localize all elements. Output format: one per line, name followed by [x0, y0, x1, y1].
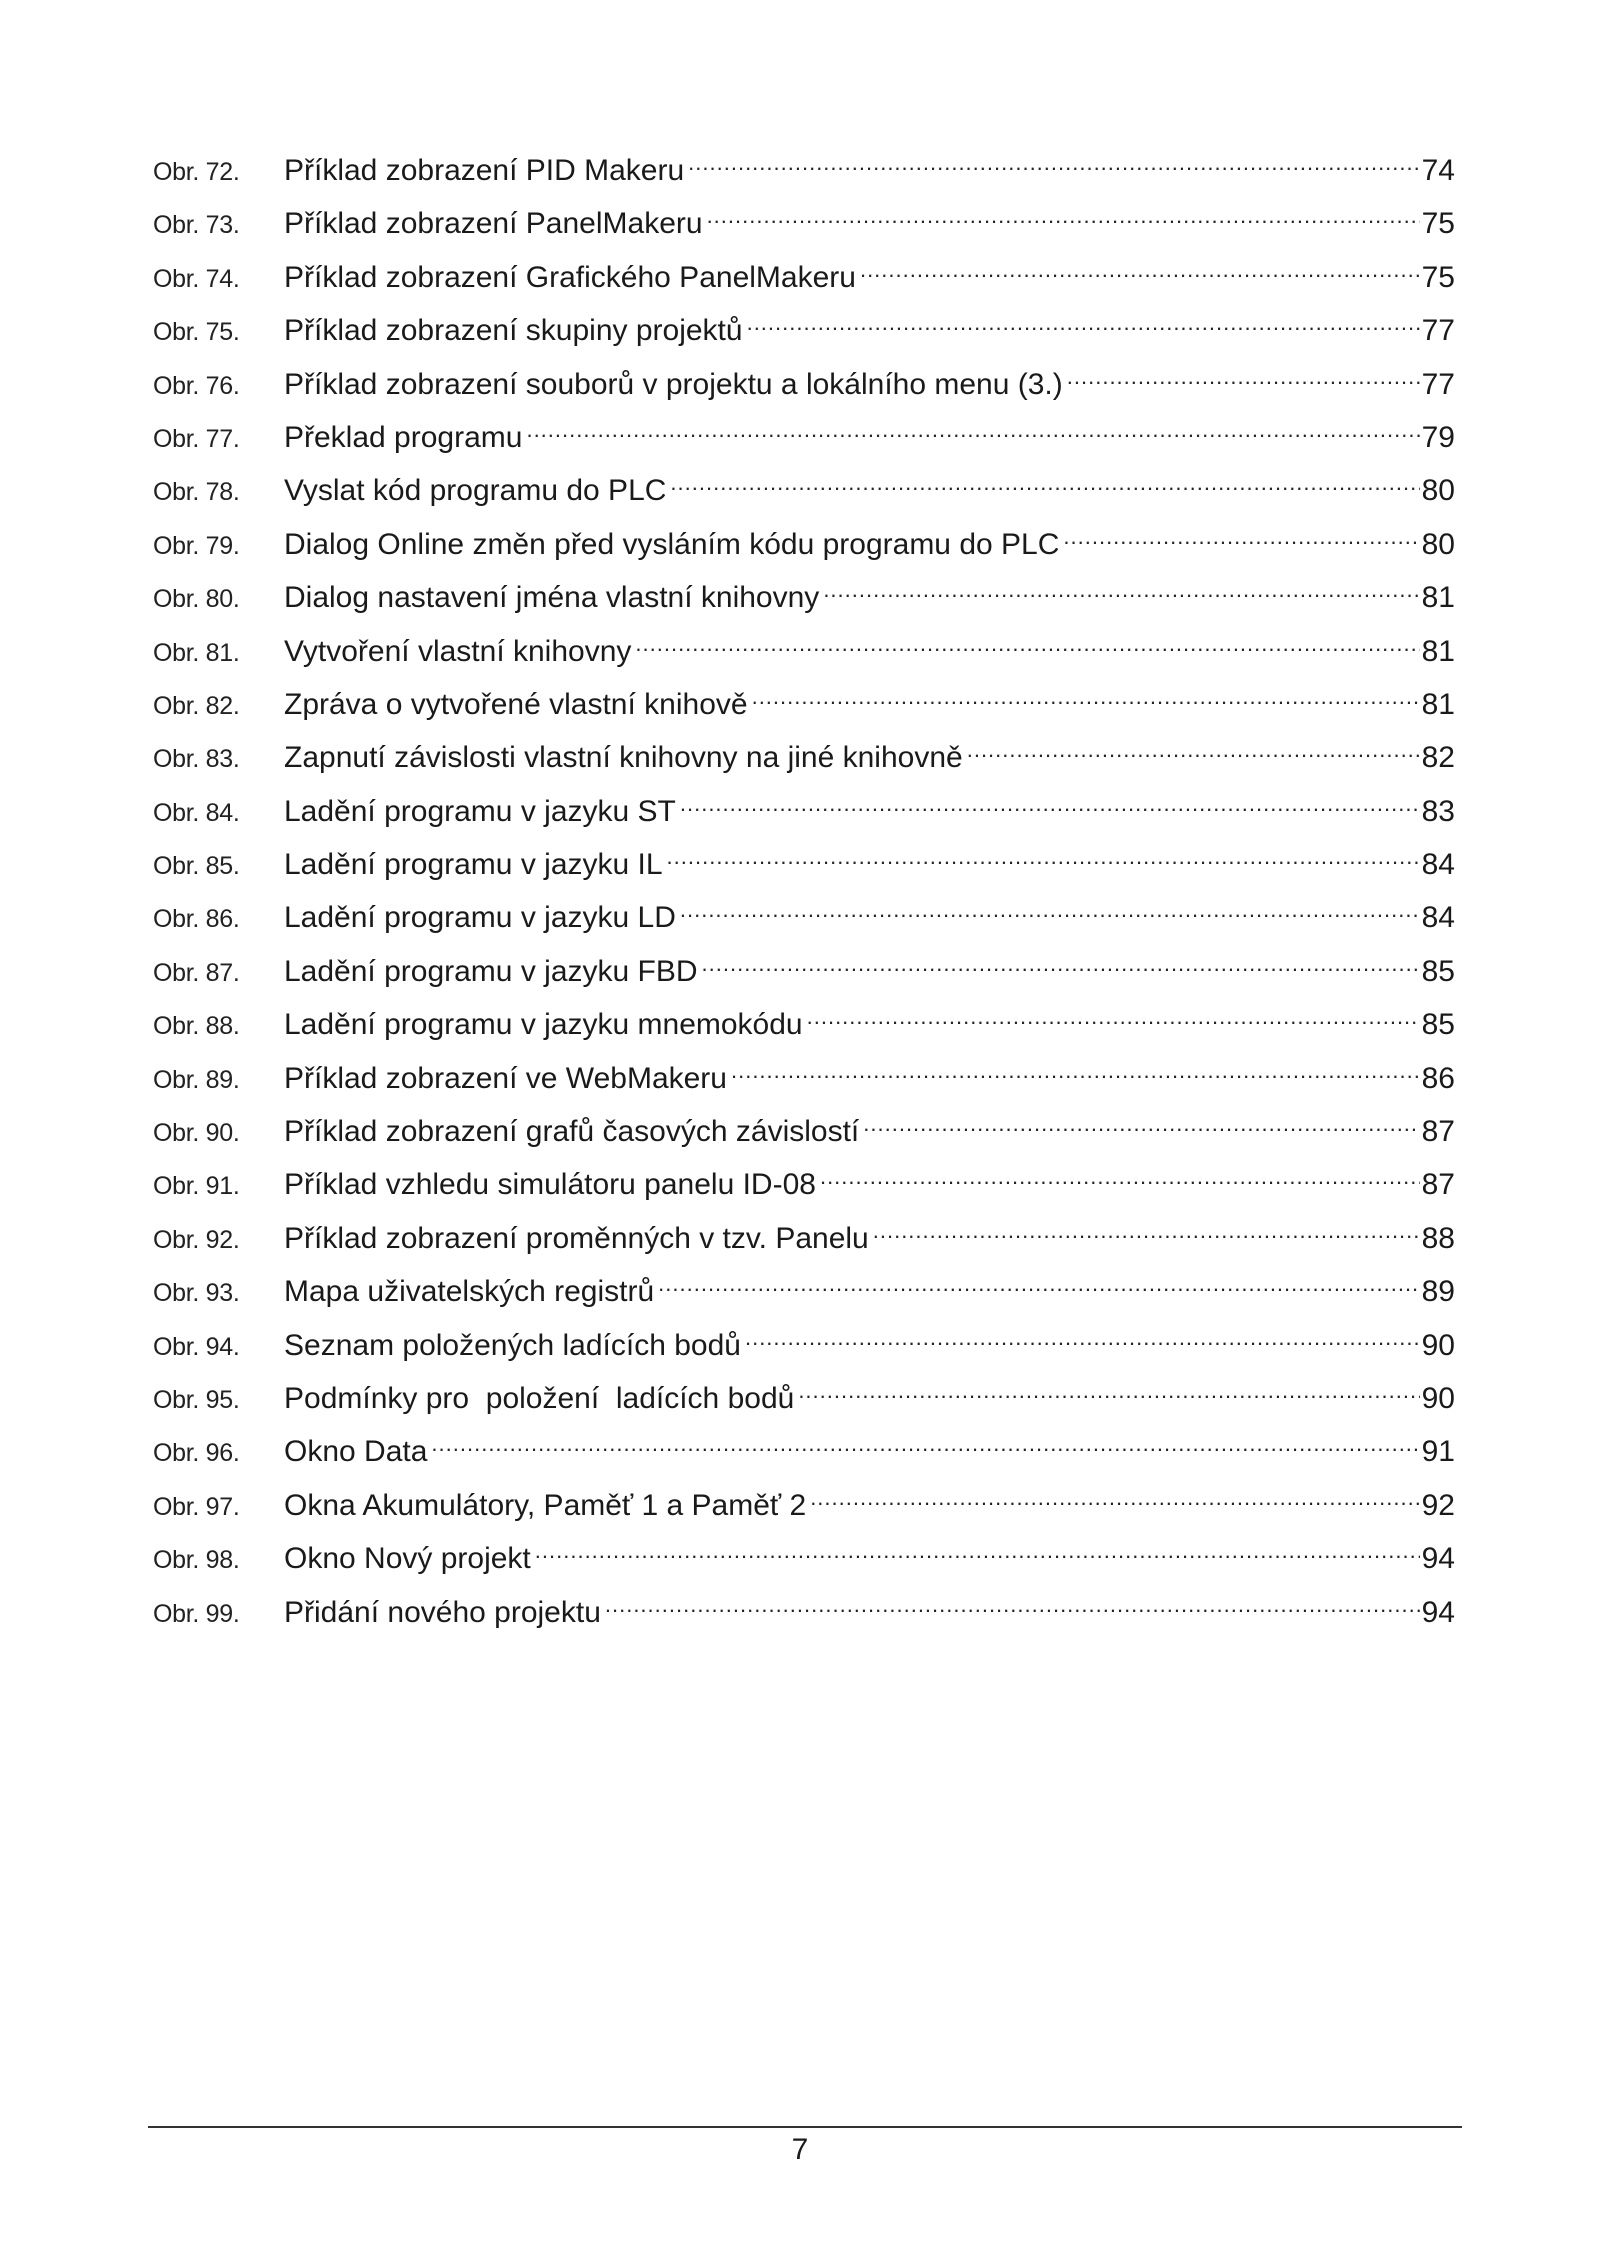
figure-title: Příklad zobrazení PanelMakeru: [284, 207, 703, 241]
page-reference: 91: [1421, 1435, 1455, 1469]
figure-number: Obr. 76.: [153, 371, 240, 400]
toc-entry: [153, 417, 1455, 470]
figure-title: Přidání nového projektu: [284, 1595, 601, 1629]
figure-title: Okno Nový projekt: [284, 1542, 531, 1576]
dot-leader: [707, 203, 1420, 233]
dot-leader: [823, 577, 1419, 607]
figure-title: Dialog Online změn před vysláním kódu programu do PLC: [284, 527, 1060, 561]
page-reference: 81: [1421, 581, 1455, 615]
dot-leader: [605, 1592, 1420, 1622]
figure-title: Příklad zobrazení proměnných v tzv. Panelu: [284, 1221, 869, 1255]
dot-leader: [635, 631, 1419, 661]
dot-leader: [731, 1058, 1420, 1088]
figure-title: Ladění programu v jazyku ST: [284, 794, 676, 828]
page-reference: 86: [1421, 1061, 1455, 1095]
toc-entry: [153, 737, 1455, 790]
figure-title: Ladění programu v jazyku FBD: [284, 954, 698, 988]
page-reference: 85: [1421, 1008, 1455, 1042]
page-reference: 92: [1421, 1488, 1455, 1522]
figure-number: Obr. 77.: [153, 424, 240, 453]
figure-title: Okna Akumulátory, Paměť 1 a Paměť 2: [284, 1488, 807, 1522]
dot-leader: [747, 310, 1420, 340]
toc-entry: [153, 631, 1455, 684]
footer-divider: [148, 2126, 1462, 2128]
page-reference: 82: [1421, 741, 1455, 775]
dot-leader: [863, 1111, 1419, 1141]
page-reference: 75: [1421, 207, 1455, 241]
figure-number: Obr. 87.: [153, 958, 240, 987]
figure-number: Obr. 95.: [153, 1385, 240, 1414]
toc-entry: [153, 844, 1455, 897]
page-reference: 81: [1421, 634, 1455, 668]
figure-number: Obr. 88.: [153, 1012, 240, 1041]
figure-title: Podmínky pro položení ladících bodů: [284, 1381, 795, 1415]
toc-entry: [153, 1592, 1455, 1645]
toc-entry: [153, 524, 1455, 577]
page-reference: 94: [1421, 1595, 1455, 1629]
figure-number: Obr. 98.: [153, 1546, 240, 1575]
figure-number: Obr. 83.: [153, 745, 240, 774]
dot-leader: [745, 1325, 1420, 1355]
figure-number: Obr. 92.: [153, 1225, 240, 1254]
dot-leader: [658, 1271, 1419, 1301]
page-reference: 77: [1421, 314, 1455, 348]
toc-entry: [153, 951, 1455, 1004]
dot-leader: [810, 1485, 1419, 1515]
page-reference: 85: [1421, 954, 1455, 988]
figure-number: Obr. 96.: [153, 1439, 240, 1468]
figure-title: Vytvoření vlastní knihovny: [284, 634, 632, 668]
figure-number: Obr. 81.: [153, 638, 240, 667]
figure-number: Obr. 89.: [153, 1065, 240, 1094]
figure-title: Ladění programu v jazyku mnemokódu: [284, 1008, 803, 1042]
dot-leader: [967, 737, 1420, 767]
figure-number: Obr. 94.: [153, 1332, 240, 1361]
toc-entry: [153, 1325, 1455, 1378]
page-reference: 87: [1421, 1168, 1455, 1202]
figure-title: Ladění programu v jazyku IL: [284, 848, 663, 882]
figure-title: Příklad zobrazení grafů časových závislostí: [284, 1115, 860, 1149]
page-reference: 87: [1421, 1115, 1455, 1149]
figure-title: Okno Data: [284, 1435, 428, 1469]
dot-leader: [680, 897, 1420, 927]
dot-leader: [807, 1004, 1420, 1034]
toc-entry: [153, 1218, 1455, 1271]
toc-entry: [153, 1111, 1455, 1164]
figure-title: Seznam položených ladících bodů: [284, 1328, 741, 1362]
dot-leader: [535, 1538, 1420, 1568]
figure-number: Obr. 79.: [153, 531, 240, 560]
dot-leader: [670, 470, 1419, 500]
figure-number: Obr. 97.: [153, 1492, 240, 1521]
page-reference: 84: [1421, 848, 1455, 882]
figure-title: Příklad zobrazení souborů v projektu a lokálního menu (3.): [284, 367, 1063, 401]
figure-number: Obr. 82.: [153, 691, 240, 720]
figure-title: Příklad zobrazení skupiny projektů: [284, 314, 743, 348]
page-reference: 77: [1421, 367, 1455, 401]
dot-leader: [820, 1164, 1420, 1194]
figure-number: Obr. 99.: [153, 1599, 240, 1628]
page-reference: 90: [1421, 1381, 1455, 1415]
dot-leader: [1067, 364, 1420, 394]
figure-title: Příklad zobrazení ve WebMakeru: [284, 1061, 727, 1095]
toc-entry: [153, 203, 1455, 256]
figure-number: Obr. 72.: [153, 158, 240, 186]
dot-leader: [431, 1431, 1419, 1461]
page-reference: 81: [1421, 687, 1455, 721]
page-reference: 80: [1421, 474, 1455, 508]
figure-number: Obr. 84.: [153, 798, 240, 827]
toc-entry: [153, 470, 1455, 523]
toc-entry: [153, 897, 1455, 950]
figure-title: Zapnutí závislosti vlastní knihovny na jiné knihovně: [284, 741, 963, 775]
dot-leader: [680, 791, 1420, 821]
toc-entry: [153, 1271, 1455, 1324]
toc-entry: [153, 364, 1455, 417]
page-reference: 94: [1421, 1542, 1455, 1576]
list-of-figures: [153, 150, 1455, 1645]
figure-title: Vyslat kód programu do PLC: [284, 474, 667, 508]
figure-number: Obr. 93.: [153, 1279, 240, 1308]
page-reference: 74: [1421, 154, 1455, 187]
dot-leader: [752, 684, 1420, 714]
page-reference: 80: [1421, 527, 1455, 561]
figure-number: Obr. 91.: [153, 1172, 240, 1201]
figure-title: Mapa uživatelských registrů: [284, 1275, 655, 1309]
figure-number: Obr. 74.: [153, 264, 240, 293]
toc-entry: [153, 791, 1455, 844]
figure-number: Obr. 73.: [153, 211, 240, 240]
page-number: 7: [791, 2133, 809, 2166]
figure-number: Obr. 78.: [153, 478, 240, 507]
page-reference: 88: [1421, 1221, 1455, 1255]
figure-number: Obr. 86.: [153, 905, 240, 934]
toc-entry: [153, 1058, 1455, 1111]
dot-leader: [873, 1218, 1420, 1248]
dot-leader: [688, 150, 1419, 180]
dot-leader: [798, 1378, 1419, 1408]
page-reference: 75: [1421, 260, 1455, 294]
toc-entry: [153, 1004, 1455, 1057]
dot-leader: [667, 844, 1420, 874]
figure-title: Příklad vzhledu simulátoru panelu ID-08: [284, 1168, 816, 1202]
toc-entry: [153, 150, 1455, 203]
page-reference: 89: [1421, 1275, 1455, 1309]
toc-entry: [153, 310, 1455, 363]
figure-title: Ladění programu v jazyku LD: [284, 901, 676, 935]
toc-entry: [153, 1378, 1455, 1431]
toc-entry: [153, 257, 1455, 310]
figure-title: Dialog nastavení jména vlastní knihovny: [284, 581, 820, 615]
page-reference: 83: [1421, 794, 1455, 828]
page-reference: 90: [1421, 1328, 1455, 1362]
page-reference: 84: [1421, 901, 1455, 935]
figure-title: Příklad zobrazení Grafického PanelMakeru: [284, 260, 856, 294]
toc-entry: [153, 1485, 1455, 1538]
toc-entry: [153, 684, 1455, 737]
dot-leader: [1063, 524, 1419, 554]
toc-entry: [153, 1538, 1455, 1591]
figure-title: Zpráva o vytvořené vlastní knihově: [284, 687, 748, 721]
figure-number: Obr. 90.: [153, 1119, 240, 1148]
toc-entry: [153, 1164, 1455, 1217]
dot-leader: [526, 417, 1419, 447]
dot-leader: [702, 951, 1420, 981]
figure-number: Obr. 75.: [153, 318, 240, 347]
figure-number: Obr. 85.: [153, 852, 240, 881]
figure-title: Překlad programu: [284, 420, 523, 454]
toc-entry: [153, 577, 1455, 630]
figure-number: Obr. 80.: [153, 585, 240, 614]
toc-entry: [153, 1431, 1455, 1484]
dot-leader: [860, 257, 1420, 287]
page-reference: 79: [1421, 420, 1455, 454]
figure-title: Příklad zobrazení PID Makeru: [284, 154, 685, 187]
